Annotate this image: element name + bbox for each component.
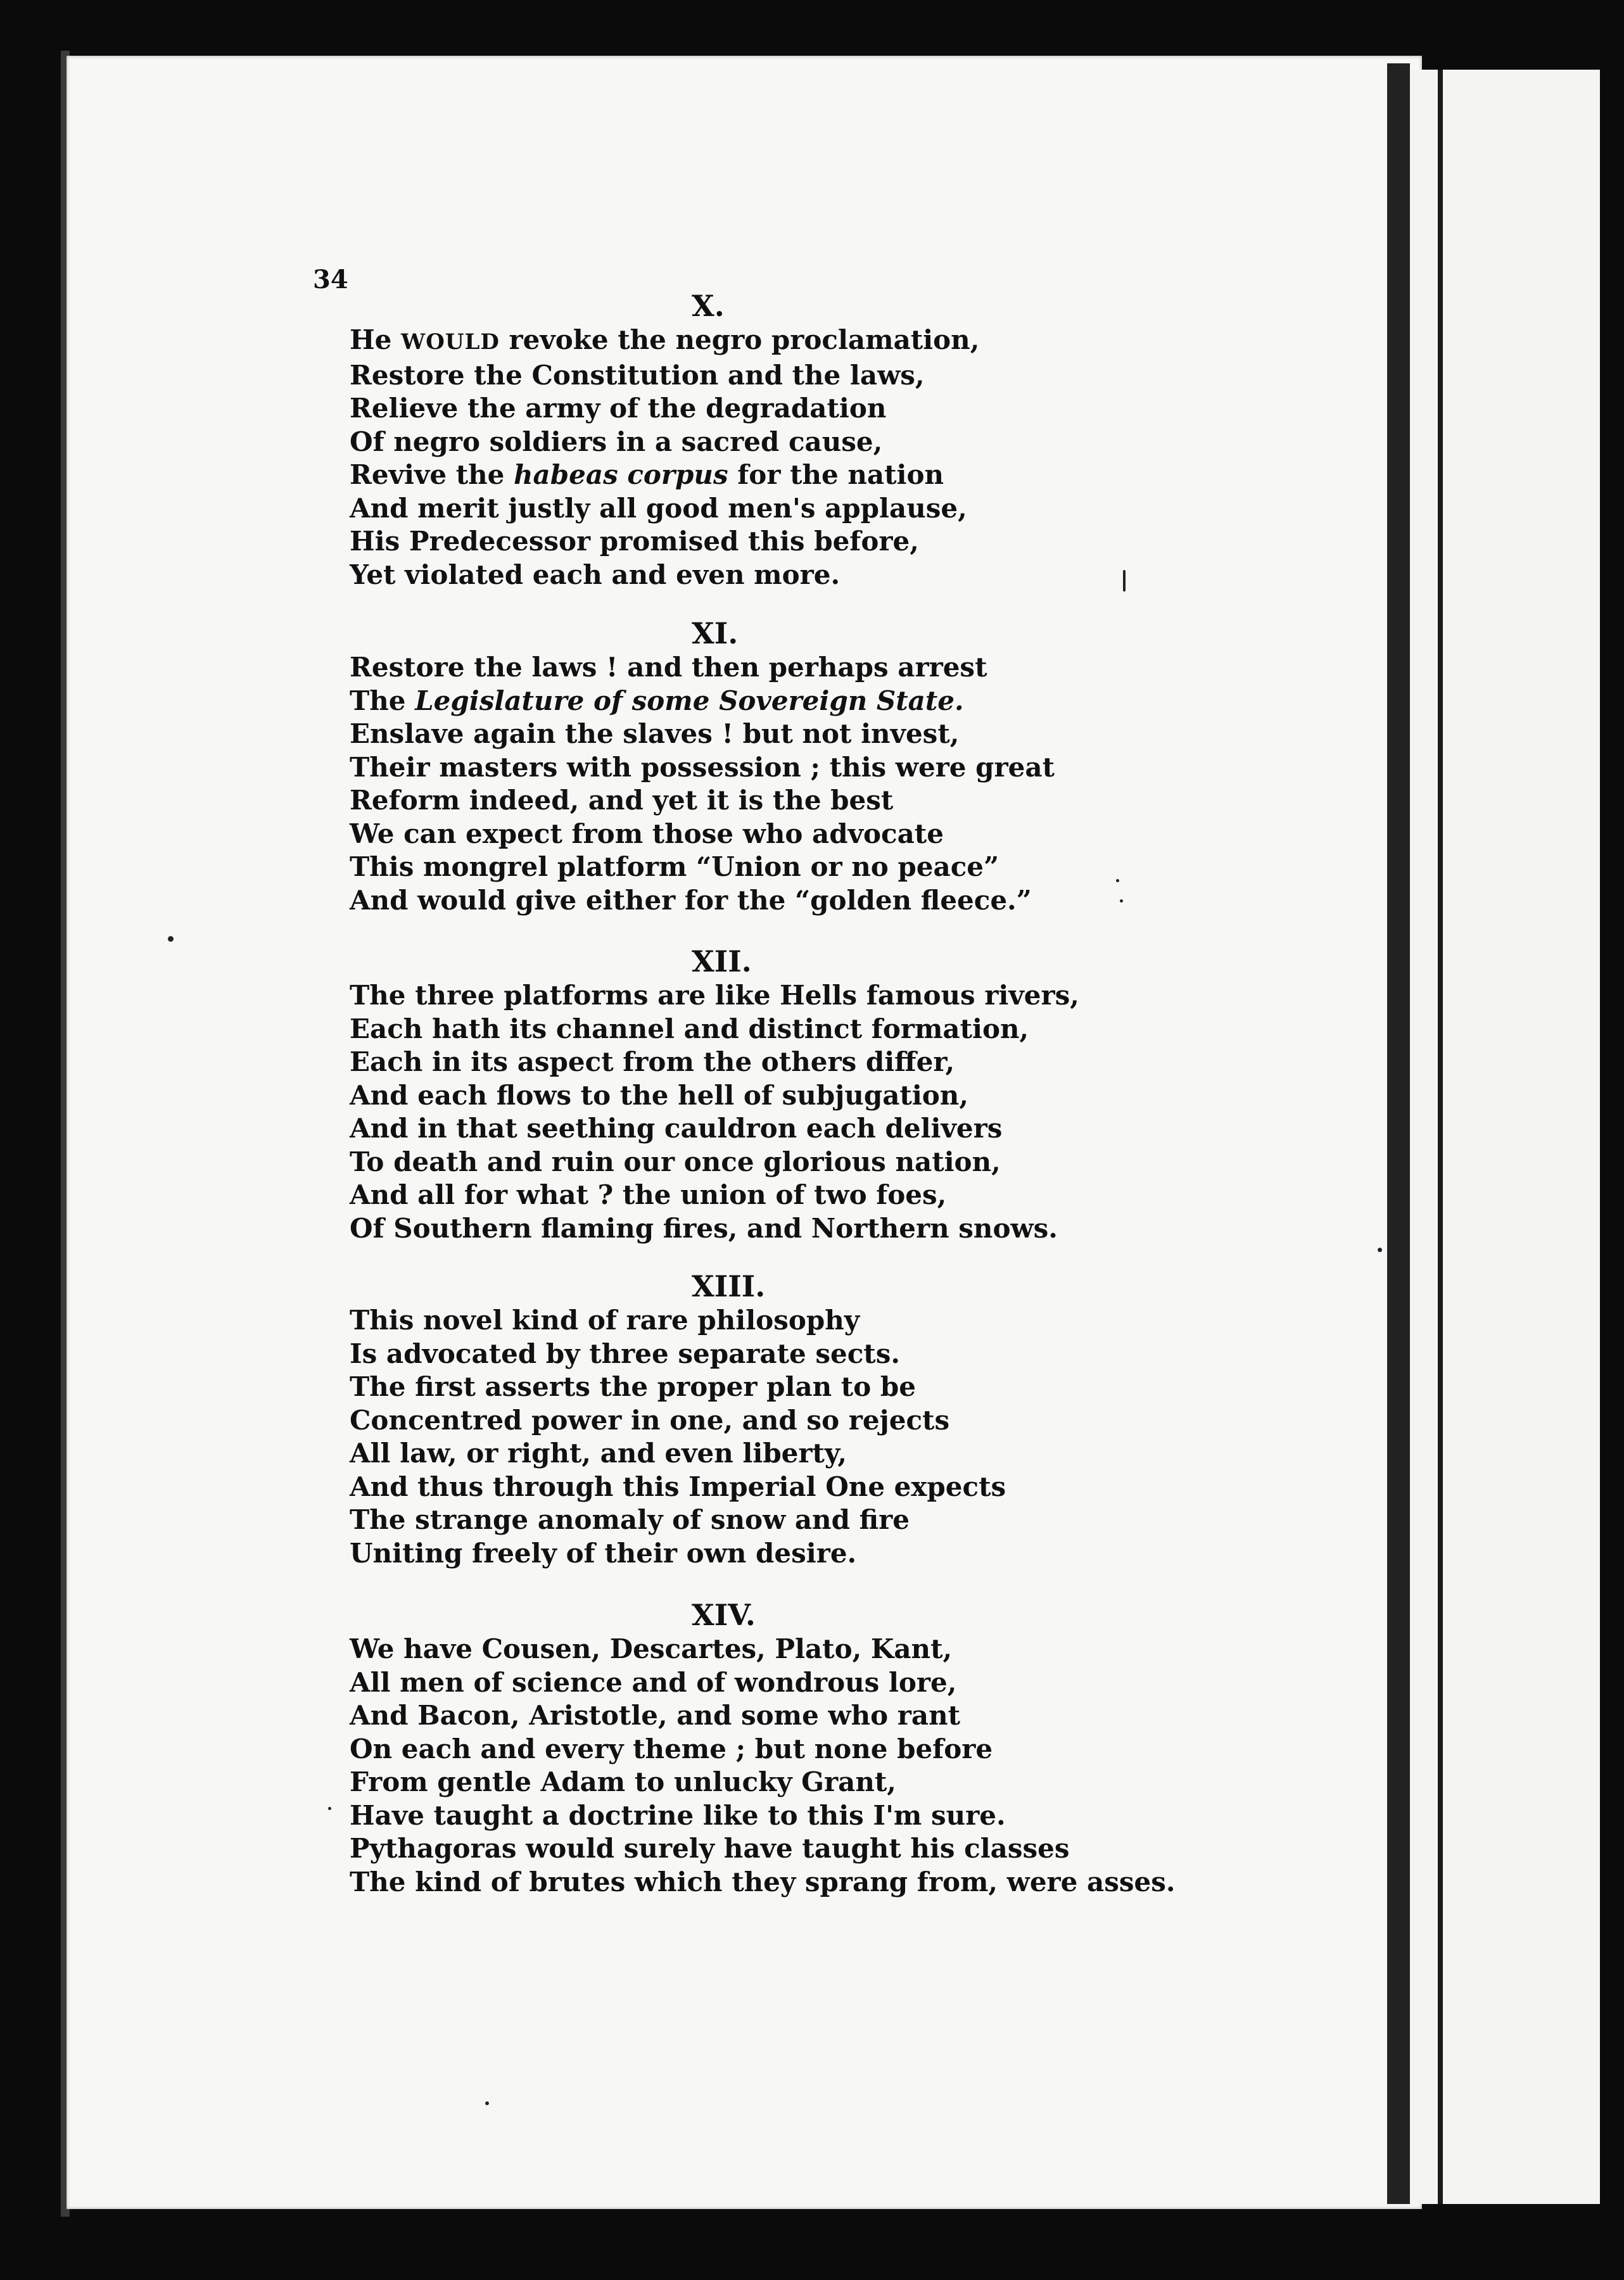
verse-line: Pythagoras would surely have taught his classes [350, 1833, 1070, 1864]
verse-line: And all for what ? the union of two foes, [350, 1179, 947, 1210]
dust-speck [1116, 879, 1119, 882]
verse-line: We can expect from those who advocate [350, 818, 944, 849]
stanza-x [350, 288, 1141, 592]
stanza-numeral: XIII. [692, 1269, 766, 1303]
verse-line: Relieve the army of the degradation [350, 393, 887, 424]
stanza-numeral: X. [692, 289, 725, 323]
verse-line: And Bacon, Aristotle, and some who rant [350, 1700, 961, 1731]
dust-speck [1123, 570, 1126, 592]
verse-line: This mongrel platform “Union or no peace” [350, 851, 999, 882]
stanza-xi [350, 616, 1141, 917]
dust-speck [328, 1807, 331, 1810]
verse-line: And merit justly all good men's applause, [350, 492, 967, 524]
verse-line: The three platforms are like Hells famous rivers, [350, 980, 1079, 1011]
verse-line: Enslave again the slaves ! but not invest, [350, 718, 960, 749]
stanza-xiv [350, 1597, 1176, 1899]
verse-line: Their masters with possession ; this were great [350, 751, 1055, 783]
verse-line: Concentred power in one, and so rejects [350, 1404, 950, 1436]
stanza-xiii [350, 1269, 1141, 1570]
verse-line: And thus through this Imperial One expects [350, 1471, 1006, 1502]
verse-line: His Predecessor promised this before, [350, 526, 919, 557]
verse-line: The strange anomaly of snow and fire [350, 1504, 910, 1535]
verse-line: Each hath its channel and distinct formation, [350, 1013, 1029, 1044]
dust-speck [1378, 1248, 1382, 1252]
verse-line: To death and ruin our once glorious nation, [350, 1146, 1001, 1177]
verse-line: Yet violated each and even more. [350, 559, 841, 590]
verse-line: We have Cousen, Descartes, Plato, Kant, [350, 1633, 953, 1664]
verse-line: On each and every theme ; but none before [350, 1733, 993, 1764]
verse-line: Of negro soldiers in a sacred cause, [350, 426, 883, 457]
verse-line: Is advocated by three separate sects. [350, 1338, 900, 1369]
verse-line: Each in its aspect from the others differ, [350, 1046, 955, 1077]
verse-line: Revive the habeas corpus for the nation [350, 459, 944, 490]
page-number: 34 [313, 265, 348, 294]
verse-line: All law, or right, and even liberty, [350, 1438, 847, 1469]
verse-line: And each flows to the hell of subjugation, [350, 1079, 968, 1111]
stanza-numeral: XIV. [692, 1598, 756, 1632]
verse-line: From gentle Adam to unlucky Grant, [350, 1766, 896, 1797]
dust-speck [485, 2101, 489, 2105]
dust-speck [1120, 899, 1123, 902]
stanza-numeral: XI. [692, 616, 739, 650]
stanza-numeral: XII. [692, 944, 752, 978]
verse-line: And in that seething cauldron each delivers [350, 1113, 1003, 1144]
verse-line: The first asserts the proper plan to be [350, 1371, 916, 1402]
verse-line: And would give either for the “golden fleece.” [350, 884, 1032, 916]
stanza-xii [350, 944, 1141, 1245]
verse-line: Restore the laws ! and then perhaps arrest [350, 652, 987, 683]
verse-line: Of Southern flaming fires, and Northern snows. [350, 1212, 1058, 1244]
verse-line: Uniting freely of their own desire. [350, 1537, 857, 1569]
verse-line: Have taught a doctrine like to this I'm sure. [350, 1799, 1006, 1831]
verse-line: This novel kind of rare philosophy [350, 1305, 860, 1336]
verse-line: All men of science and of wondrous lore, [350, 1666, 957, 1698]
verse-line: He WOULD revoke the negro proclamation, [350, 324, 980, 355]
verse-line: The kind of brutes which they sprang from, were asses. [350, 1866, 1176, 1897]
dust-speck [168, 936, 174, 942]
verse-line: Reform indeed, and yet it is the best [350, 785, 894, 816]
verse-line: The Legislature of some Sovereign State. [350, 685, 964, 716]
verse-line: Restore the Constitution and the laws, [350, 359, 925, 391]
